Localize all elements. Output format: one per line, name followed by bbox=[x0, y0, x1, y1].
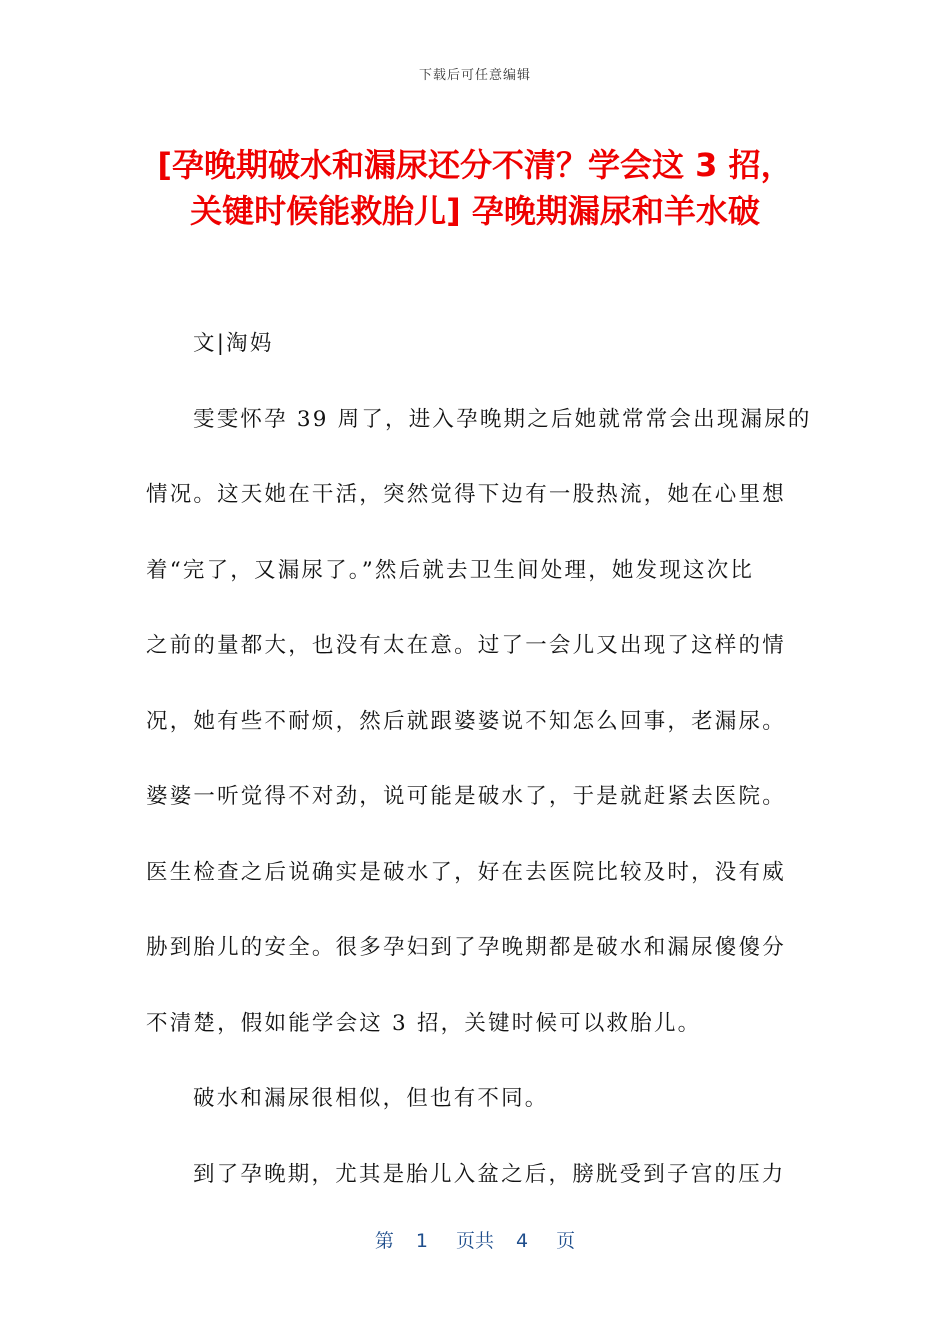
paragraph-line: 况，她有些不耐烦，然后就跟婆婆说不知怎么回事，老漏尿。 bbox=[146, 708, 786, 734]
footer-prefix: 第 bbox=[374, 1230, 394, 1252]
document-body bbox=[146, 324, 812, 1230]
paragraph-line: 破水和漏尿很相似，但也有不同。 bbox=[193, 1086, 549, 1111]
footer-suffix: 页 bbox=[556, 1230, 576, 1252]
paragraph-line: 婆婆一听觉得不对劲，说可能是破水了，于是就赶紧去医院。 bbox=[146, 784, 786, 809]
paragraph-line: 医生检查之后说确实是破水了，好在去医院比较及时，没有威 bbox=[146, 859, 786, 885]
document-title bbox=[60, 142, 890, 234]
paragraph-line: 情况。这天她在干活，突然觉得下边有一股热流，她在心里想 bbox=[146, 482, 786, 507]
paragraph-line: 之前的量都大，也没有太在意。过了一会儿又出现了这样的情 bbox=[146, 633, 786, 658]
paragraph-line: 不清楚，假如能学会这 3 招，关键时候可以救胎儿。 bbox=[146, 1010, 702, 1036]
paragraph-line: 着“完了，又漏尿了。”然后就去卫生间处理，她发现这次比 bbox=[146, 557, 755, 583]
page-footer bbox=[0, 1226, 950, 1253]
author-line: 文|淘妈 bbox=[193, 331, 274, 356]
title-line-2: 关键时候能救胎儿] 孕晚期漏尿和羊水破 bbox=[190, 192, 760, 230]
paragraph-line: 雯雯怀孕 39 周了，进入孕晚期之后她就常常会出现漏尿的 bbox=[193, 406, 812, 432]
footer-middle: 页共 bbox=[455, 1230, 494, 1252]
paragraph-line: 到了孕晚期，尤其是胎儿入盆之后，膀胱受到子宫的压力 bbox=[193, 1161, 786, 1187]
footer-total-pages: 4 bbox=[516, 1230, 529, 1252]
footer-page-number: 1 bbox=[415, 1230, 428, 1252]
header-note: 下载后可任意编辑 bbox=[418, 68, 531, 83]
paragraph-line: 胁到胎儿的安全。很多孕妇到了孕晚期都是破水和漏尿傻傻分 bbox=[146, 935, 786, 960]
title-line-1: [孕晚期破水和漏尿还分不清？学会这 3 招， bbox=[157, 146, 793, 184]
